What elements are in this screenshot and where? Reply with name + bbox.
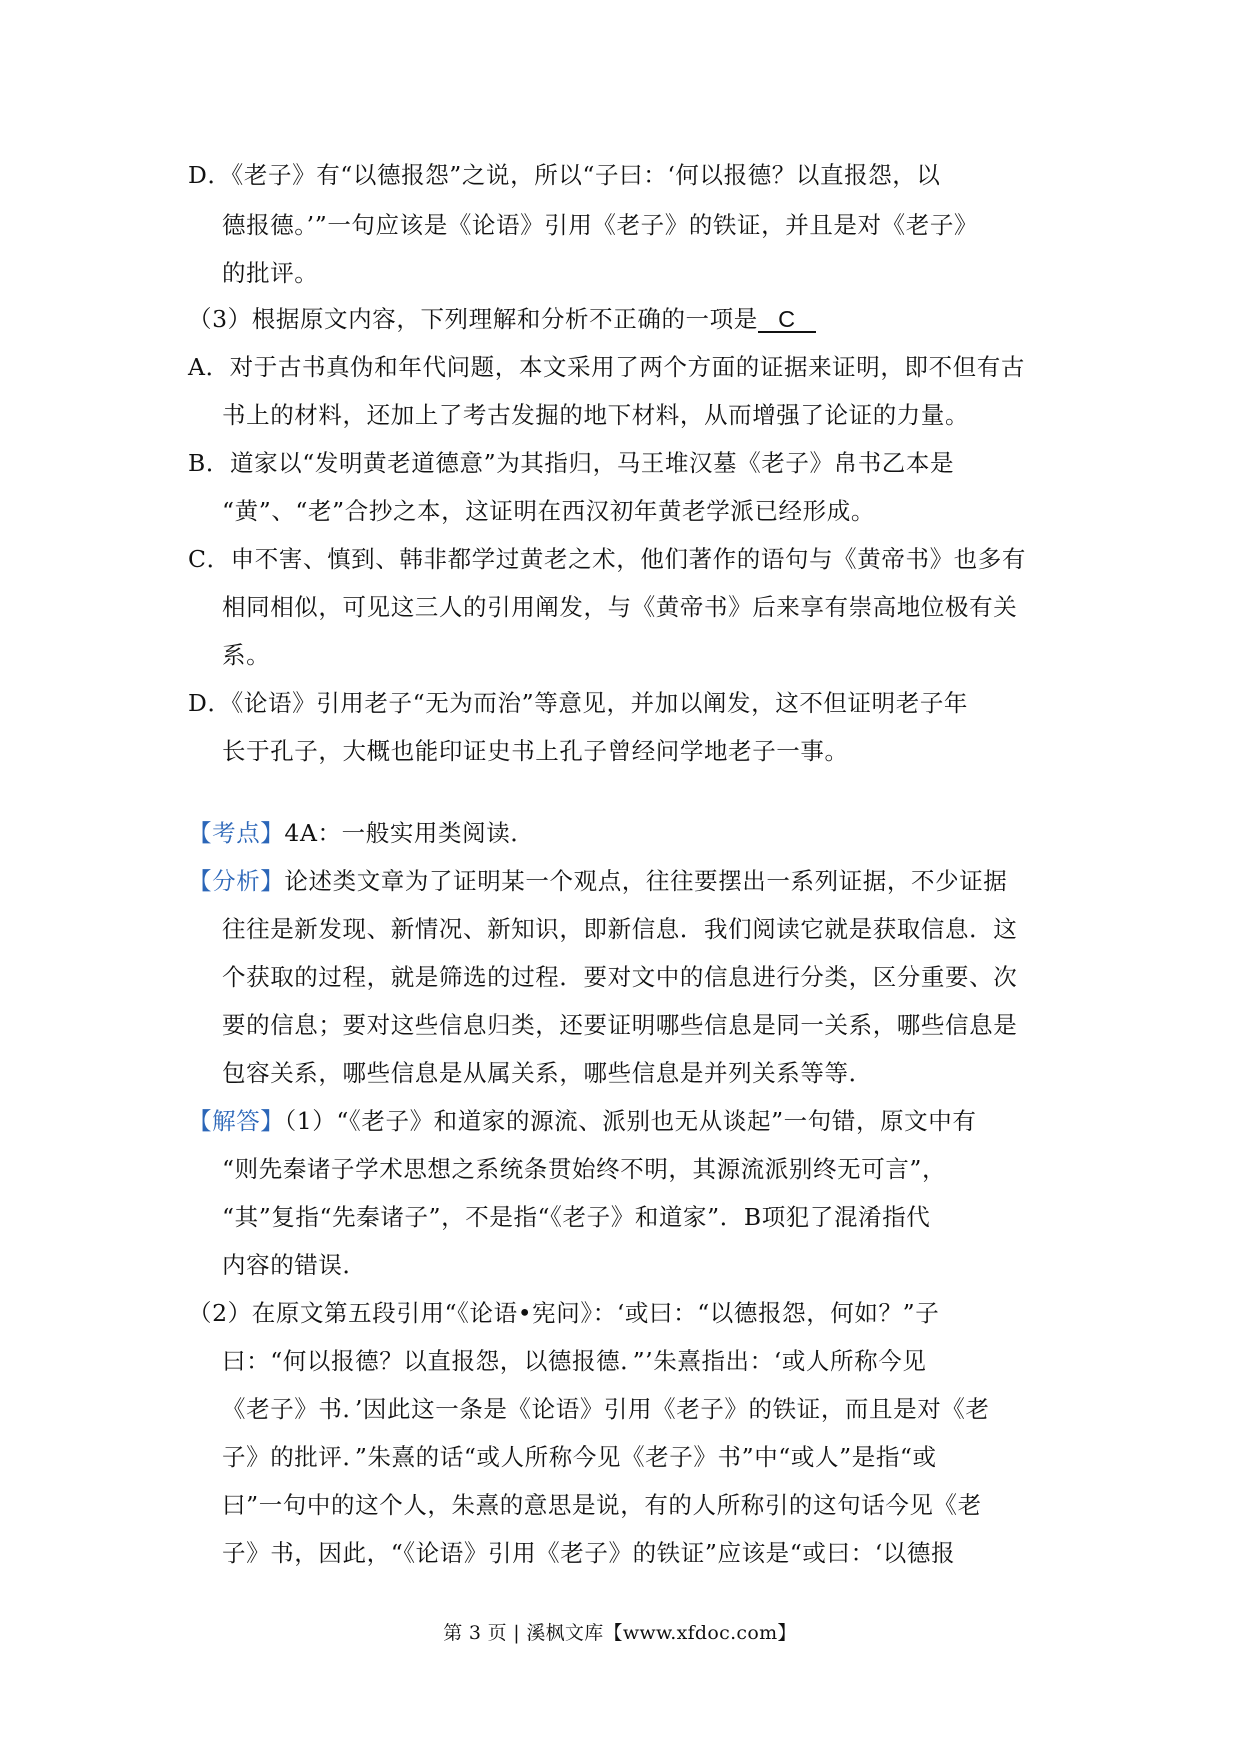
- q3-option-c-line-3: 系。: [222, 641, 271, 669]
- q3-option-b-line-2: “黄”、“老”合抄之本，这证明在西汉初年黄老学派已经形成。: [222, 497, 875, 525]
- q3-option-a-line-2: 书上的材料，还加上了考古发掘的地下材料，从而增强了论证的力量。: [222, 401, 970, 429]
- fenxi-line-4: 要的信息；要对这些信息归类，还要证明哪些信息是同一关系，哪些信息是: [222, 1011, 1018, 1039]
- jieda-part2-line-2: 曰：“何以报德？以直报怨，以德报德．”’朱熹指出：‘或人所称今见: [222, 1347, 927, 1375]
- q3-option-d-line-1: D．《论语》引用老子“无为而治”等意见，并加以阐发，这不但证明老子年: [188, 689, 969, 717]
- fenxi-text-1: 论述类文章为了证明某一个观点，往往要摆出一系列证据，不少证据: [284, 867, 1008, 895]
- fenxi-line-5: 包容关系，哪些信息是从属关系，哪些信息是并列关系等等．: [222, 1059, 873, 1087]
- kaodian-section: [188, 818, 534, 848]
- q3-stem-text: （3）根据原文内容，下列理解和分析不正确的一项是: [188, 305, 758, 333]
- jieda-line-3: “其”复指“先秦诸子”，不是指“《老子》和道家”．B项犯了混淆指代: [222, 1203, 931, 1231]
- kaodian-text: 4A：一般实用类阅读．: [284, 819, 535, 847]
- fenxi-line-3: 个获取的过程，就是筛选的过程．要对文中的信息进行分类，区分重要、次: [222, 963, 1018, 991]
- jieda-line-4: 内容的错误．: [222, 1251, 367, 1279]
- jieda-text-1: （1）“《老子》和道家的源流、派别也无从谈起”一句错，原文中有: [284, 1107, 977, 1135]
- fenxi-line-1: [188, 866, 1007, 896]
- q2-option-d-line-3: 的批评。: [222, 259, 319, 287]
- page-footer: 第 3 页 | 溪枫文库【www.xfdoc.com】: [443, 1622, 797, 1644]
- jieda-part2-line-4: 子》的批评．”朱熹的话“或人所称今见《老子》书”中“或人”是指“或: [222, 1443, 937, 1471]
- jieda-tag: 【解答】: [188, 1107, 285, 1135]
- q3-option-c-line-1: C．申不害、慎到、韩非都学过黄老之术，他们著作的语句与《黄帝书》也多有: [188, 545, 1026, 573]
- q3-answer-blank: C: [758, 307, 816, 333]
- jieda-part2-line-5: 曰”一句中的这个人，朱熹的意思是说，有的人所称引的这句话今见《老: [222, 1491, 982, 1519]
- jieda-part2-line-1: （2）在原文第五段引用“《论语•宪问》：‘或曰：“以德报怨，何如？”子: [188, 1299, 940, 1327]
- q3-option-b-line-1: B．道家以“发明黄老道德意”为其指归，马王堆汉墓《老子》帛书乙本是: [188, 449, 955, 477]
- fenxi-tag: 【分析】: [188, 867, 285, 895]
- q2-option-d-line-2: 德报德。’”一句应该是《论语》引用《老子》的铁证，并且是对《老子》: [222, 211, 979, 239]
- jieda-line-2: “则先秦诸子学术思想之系统条贯始终不明，其源流派别终无可言”，: [222, 1155, 947, 1183]
- q3-option-a-line-1: A．对于古书真伪和年代问题，本文采用了两个方面的证据来证明，即不但有古: [188, 353, 1025, 381]
- q2-option-d-line-1: D．《老子》有“以德报怨”之说，所以“子曰：‘何以报德？以直报怨，以: [188, 161, 941, 189]
- jieda-line-1: [188, 1106, 976, 1136]
- jieda-part2-line-3: 《老子》书．’因此这一条是《论语》引用《老子》的铁证，而且是对《老: [222, 1395, 990, 1423]
- q3-stem: [188, 304, 816, 334]
- q3-option-c-line-2: 相同相似，可见这三人的引用阐发，与《黄帝书》后来享有崇高地位极有关: [222, 593, 1018, 621]
- q3-option-d-line-2: 长于孔子，大概也能印证史书上孔子曾经问学地老子一事。: [222, 737, 849, 765]
- jieda-part2-line-6: 子》书，因此，“《论语》引用《老子》的铁证”应该是“或曰：‘以德报: [222, 1539, 956, 1567]
- fenxi-line-2: 往往是新发现、新情况、新知识，即新信息．我们阅读它就是获取信息．这: [222, 915, 1018, 943]
- kaodian-tag: 【考点】: [188, 819, 285, 847]
